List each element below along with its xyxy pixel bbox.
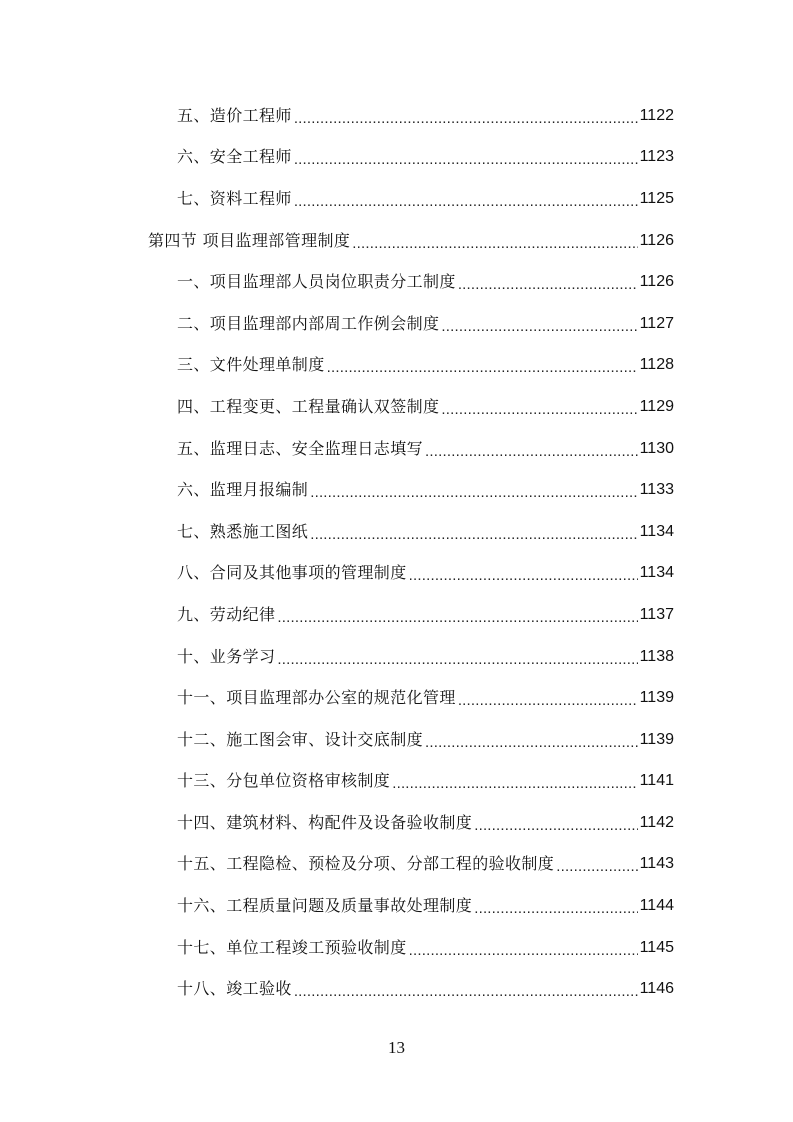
toc-entry-page-number: 1123 (639, 148, 674, 166)
toc-dot-leader (458, 691, 638, 711)
toc-entry-page-number: 1146 (639, 980, 674, 998)
toc-entry-page-number: 1143 (639, 855, 674, 873)
toc-entry[interactable] (0, 677, 793, 719)
toc-entry[interactable] (0, 594, 793, 636)
toc-entry-title: 二、项目监理部内部周工作例会制度 (177, 313, 440, 333)
toc-dot-leader (310, 525, 637, 545)
toc-dot-leader (294, 982, 638, 1002)
toc-entry-title: 五、造价工程师 (177, 105, 292, 125)
toc-entry-title: 十一、项目监理部办公室的规范化管理 (177, 688, 456, 708)
toc-dot-leader (474, 899, 637, 919)
toc-entry[interactable] (0, 968, 793, 1010)
toc-entry-page-number: 1133 (639, 481, 674, 499)
toc-dot-leader (425, 733, 638, 753)
toc-entry-title: 十六、工程质量问题及质量事故处理制度 (177, 896, 473, 916)
toc-dot-leader (441, 400, 637, 420)
toc-entry[interactable] (0, 719, 793, 761)
toc-entry-title: 七、资料工程师 (177, 188, 292, 208)
toc-dot-leader (327, 358, 638, 378)
toc-dot-leader (474, 816, 637, 836)
toc-dot-leader (310, 483, 637, 503)
toc-entry[interactable] (0, 761, 793, 803)
table-of-contents (0, 95, 793, 1010)
toc-entry-page-number: 1137 (639, 605, 674, 623)
toc-entry-title: 十八、竣工验收 (177, 979, 292, 999)
toc-entry[interactable] (0, 386, 793, 428)
toc-entry-page-number: 1128 (639, 356, 674, 374)
toc-entry[interactable] (0, 511, 793, 553)
toc-entry-title: 六、监理月报编制 (177, 480, 309, 500)
toc-section-entry[interactable] (0, 220, 793, 262)
toc-entry[interactable] (0, 802, 793, 844)
toc-entry-page-number: 1126 (639, 231, 674, 249)
toc-entry-title: 一、项目监理部人员岗位职责分工制度 (177, 272, 456, 292)
toc-dot-leader (425, 442, 638, 462)
toc-entry[interactable] (0, 137, 793, 179)
toc-entry[interactable] (0, 95, 793, 137)
toc-entry-title: 七、熟悉施工图纸 (177, 521, 309, 541)
toc-entry-page-number: 1142 (639, 813, 674, 831)
toc-entry-title: 十四、建筑材料、构配件及设备验收制度 (177, 812, 473, 832)
toc-dot-leader (458, 275, 638, 295)
toc-entry-page-number: 1144 (639, 897, 674, 915)
toc-entry-title: 三、文件处理单制度 (177, 355, 325, 375)
toc-entry-title: 四、工程变更、工程量确认双签制度 (177, 396, 440, 416)
toc-entry-page-number: 1145 (639, 938, 674, 956)
toc-entry[interactable] (0, 345, 793, 387)
toc-entry[interactable] (0, 844, 793, 886)
toc-dot-leader (277, 608, 637, 628)
toc-dot-leader (409, 941, 638, 961)
toc-entry-title: 十三、分包单位资格审核制度 (177, 771, 391, 791)
toc-entry[interactable] (0, 927, 793, 969)
toc-dot-leader (441, 317, 637, 337)
toc-entry-title: 八、合同及其他事项的管理制度 (177, 563, 407, 583)
toc-entry[interactable] (0, 469, 793, 511)
toc-dot-leader (294, 150, 638, 170)
toc-entry-page-number: 1126 (639, 273, 674, 291)
toc-entry[interactable] (0, 885, 793, 927)
toc-dot-leader (294, 192, 638, 212)
toc-entry-title: 第四节 项目监理部管理制度 (148, 230, 351, 250)
toc-dot-leader (392, 774, 637, 794)
toc-entry-title: 十、业务学习 (177, 646, 276, 666)
toc-dot-leader (277, 650, 637, 670)
toc-entry-page-number: 1130 (639, 439, 674, 457)
toc-entry[interactable] (0, 303, 793, 345)
toc-entry-title: 十二、施工图会审、设计交底制度 (177, 729, 424, 749)
toc-entry-page-number: 1122 (639, 106, 674, 124)
toc-entry-title: 十五、工程隐检、预检及分项、分部工程的验收制度 (177, 854, 555, 874)
toc-entry[interactable] (0, 553, 793, 595)
toc-dot-leader (556, 857, 637, 877)
toc-entry[interactable] (0, 428, 793, 470)
toc-entry-page-number: 1134 (639, 522, 674, 540)
toc-entry-page-number: 1134 (639, 564, 674, 582)
toc-dot-leader (352, 234, 637, 254)
toc-entry-title: 六、安全工程师 (177, 147, 292, 167)
toc-entry-title: 五、监理日志、安全监理日志填写 (177, 438, 424, 458)
page-number: 13 (388, 1038, 405, 1057)
toc-entry-page-number: 1139 (639, 689, 674, 707)
toc-dot-leader (409, 566, 638, 586)
toc-entry-page-number: 1138 (639, 647, 674, 665)
toc-entry-page-number: 1125 (639, 189, 674, 207)
toc-entry[interactable] (0, 178, 793, 220)
toc-entry-page-number: 1129 (639, 397, 674, 415)
toc-entry-page-number: 1139 (639, 730, 674, 748)
toc-dot-leader (294, 109, 638, 129)
toc-entry-page-number: 1127 (639, 314, 674, 332)
toc-entry[interactable] (0, 261, 793, 303)
toc-entry[interactable] (0, 636, 793, 678)
toc-entry-title: 十七、单位工程竣工预验收制度 (177, 937, 407, 957)
toc-entry-title: 九、劳动纪律 (177, 604, 276, 624)
toc-entry-page-number: 1141 (639, 772, 674, 790)
